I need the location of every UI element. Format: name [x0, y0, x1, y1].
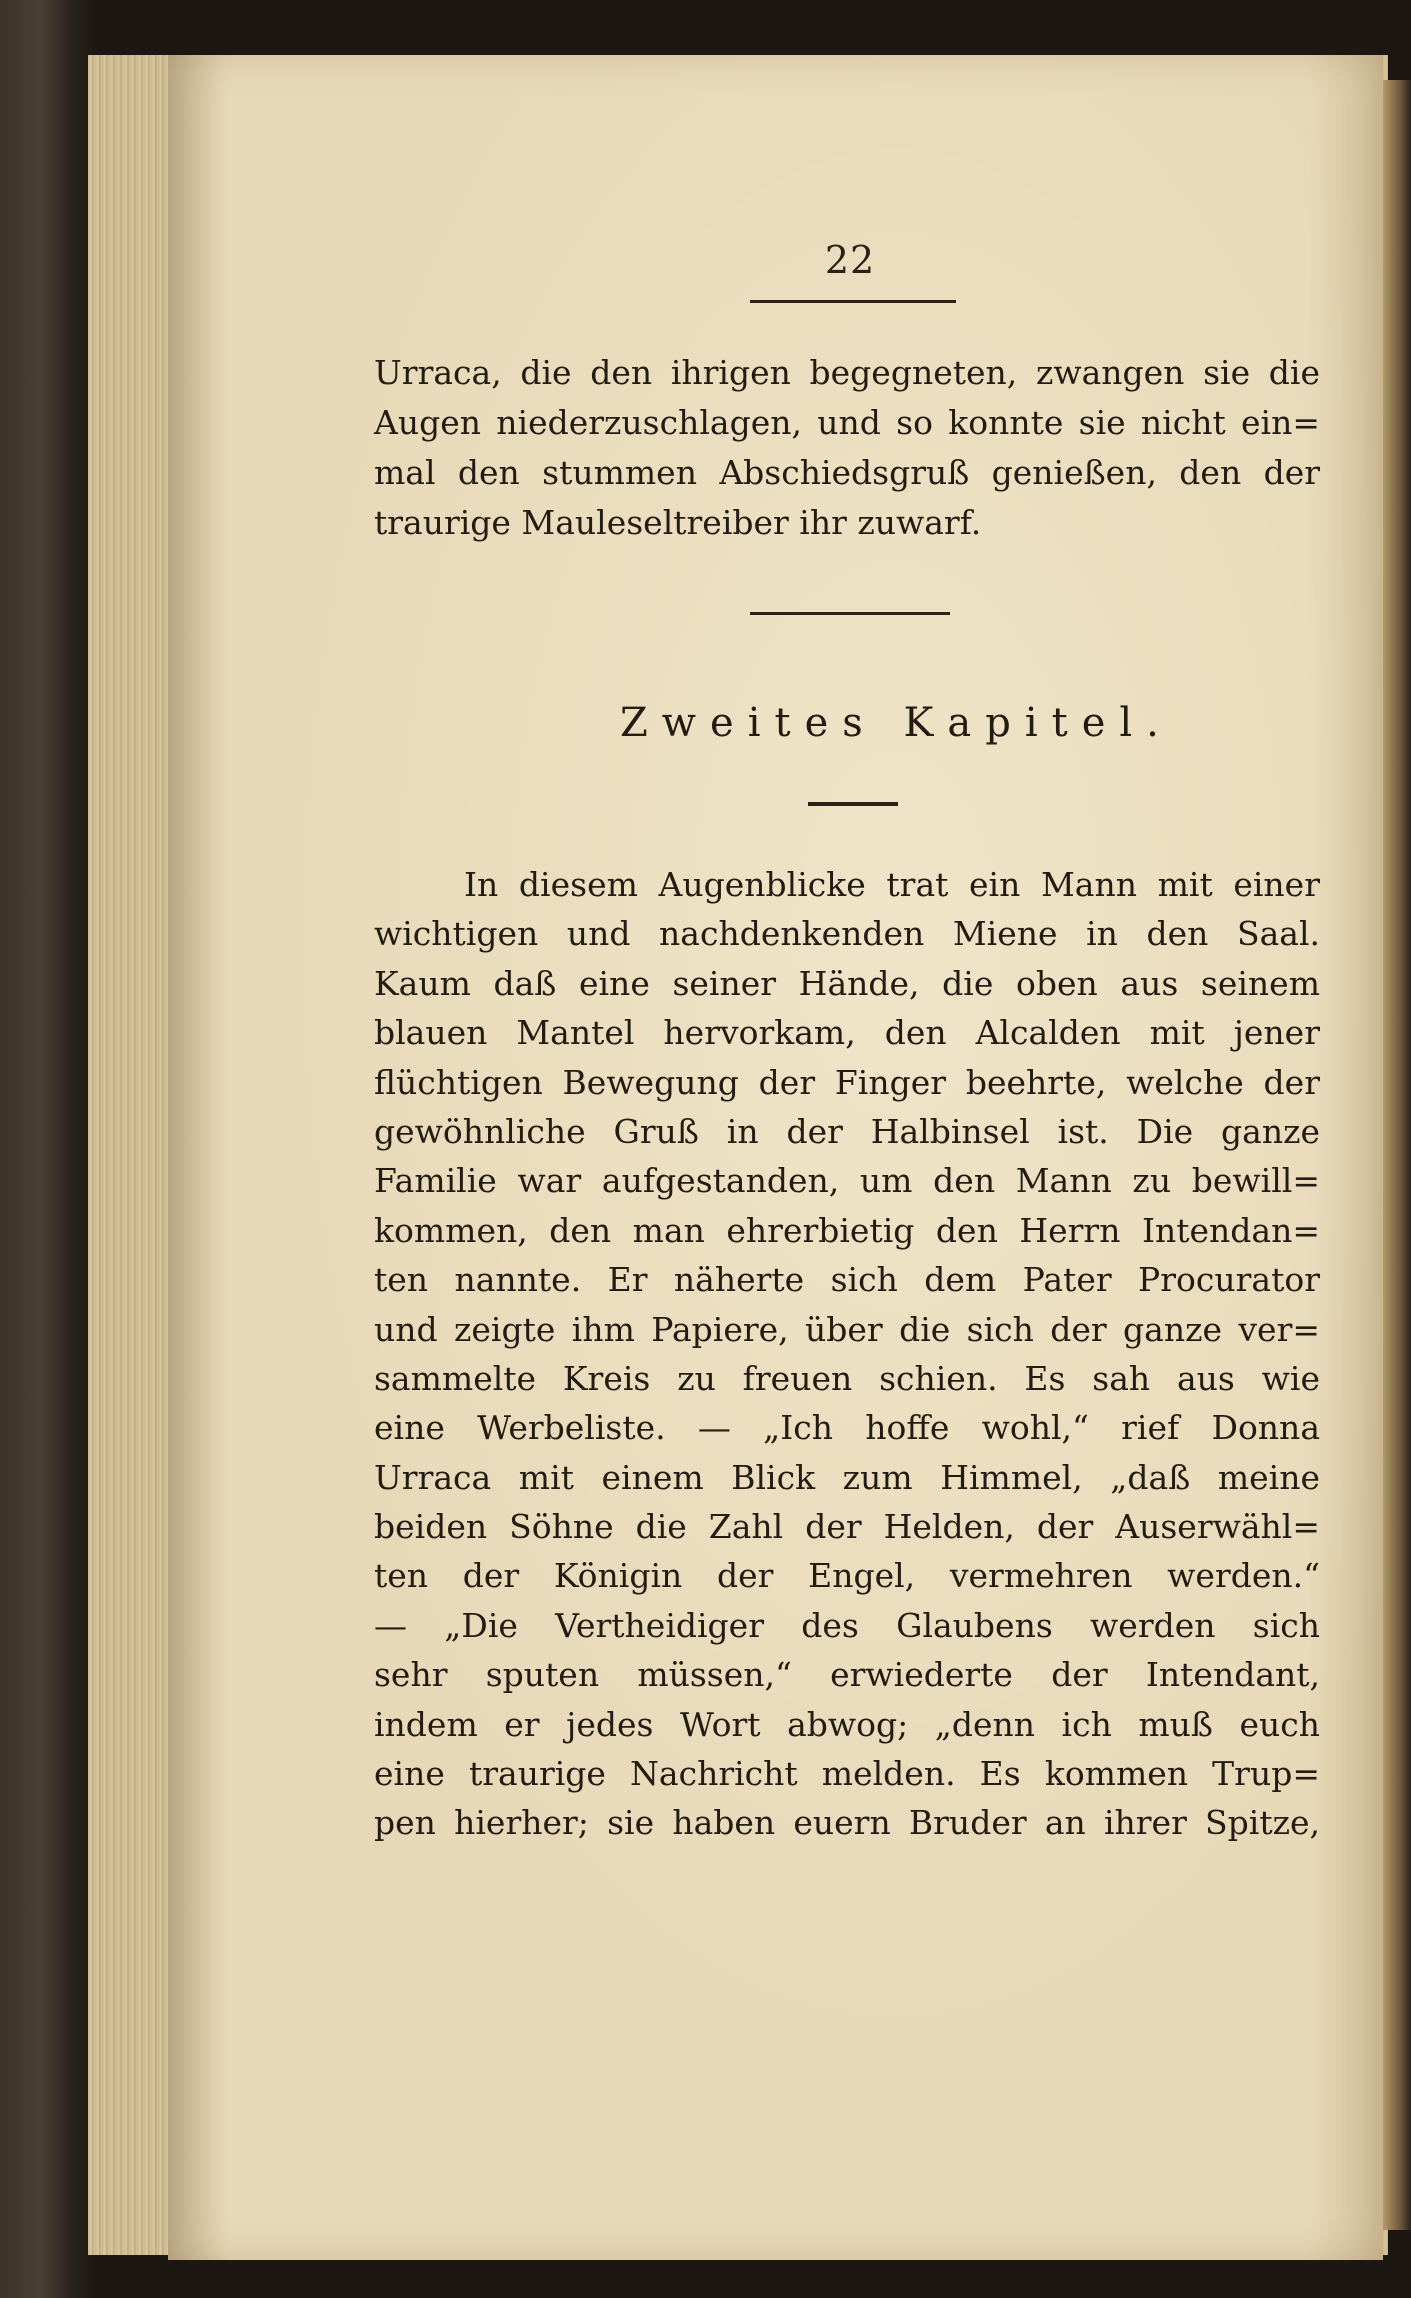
text-line: eine traurige Nachricht melden. Es kommen Trup=	[374, 1754, 1320, 1794]
text-line: blauen Mantel hervorkam, den Alcalden mit jener	[374, 1013, 1320, 1053]
text-line: sehr sputen müssen,“ erwiederte der Intendant,	[374, 1655, 1320, 1695]
page-right-edge	[1383, 80, 1411, 2230]
top-paragraph	[374, 348, 1320, 548]
text-line: flüchtigen Bewegung der Finger beehrte, welche der	[374, 1062, 1320, 1102]
header-rule	[750, 300, 956, 303]
text-line: Familie war aufgestanden, um den Mann zu bewill=	[374, 1161, 1320, 1201]
chapter-rule	[808, 802, 898, 806]
text-line: gewöhnliche Gruß in der Halbinsel ist. Die ganze	[374, 1111, 1320, 1151]
text-line: Urraca mit einem Blick zum Himmel, „daß meine	[374, 1457, 1320, 1497]
text-line: Urraca, die den ihrigen begegneten, zwangen sie die	[374, 353, 1320, 392]
text-line: wichtigen und nachdenkenden Miene in den Saal.	[374, 914, 1320, 954]
text-line: und zeigte ihm Papiere, über die sich der ganze ver=	[374, 1309, 1320, 1349]
page-number: 22	[824, 238, 876, 282]
section-divider	[750, 612, 950, 615]
chapter-title: Zweites Kapitel.	[620, 700, 1173, 746]
text-line: In diesem Augenblicke trat ein Mann mit einer	[464, 865, 1320, 904]
text-line: indem er jedes Wort abwog; „denn ich muß euch	[374, 1704, 1320, 1744]
text-line: traurige Mauleseltreiber ihr zuwarf.	[374, 503, 982, 542]
text-line: kommen, den man ehrerbietig den Herrn Intendan=	[374, 1210, 1320, 1250]
text-line: ten der Königin der Engel, vermehren werden.“	[374, 1556, 1320, 1596]
text-line: eine Werbeliste. — „Ich hoffe wohl,“ rief Donna	[374, 1408, 1320, 1448]
text-line: pen hierher; sie haben euern Bruder an ihrer Spitze,	[374, 1803, 1320, 1843]
main-paragraph	[374, 860, 1320, 1848]
text-line: sammelte Kreis zu freuen schien. Es sah aus wie	[374, 1358, 1320, 1398]
text-line: mal den stummen Abschiedsgruß genießen, den der	[374, 453, 1320, 492]
text-line: Augen niederzuschlagen, und so konnte sie nicht ein=	[374, 403, 1320, 442]
text-line: beiden Söhne die Zahl der Helden, der Auserwähl=	[374, 1507, 1320, 1547]
text-line: ten nannte. Er näherte sich dem Pater Procurator	[374, 1260, 1320, 1300]
text-line: Kaum daß eine seiner Hände, die oben aus seinem	[374, 963, 1320, 1003]
text-line: — „Die Vertheidiger des Glaubens werden sich	[374, 1605, 1320, 1645]
